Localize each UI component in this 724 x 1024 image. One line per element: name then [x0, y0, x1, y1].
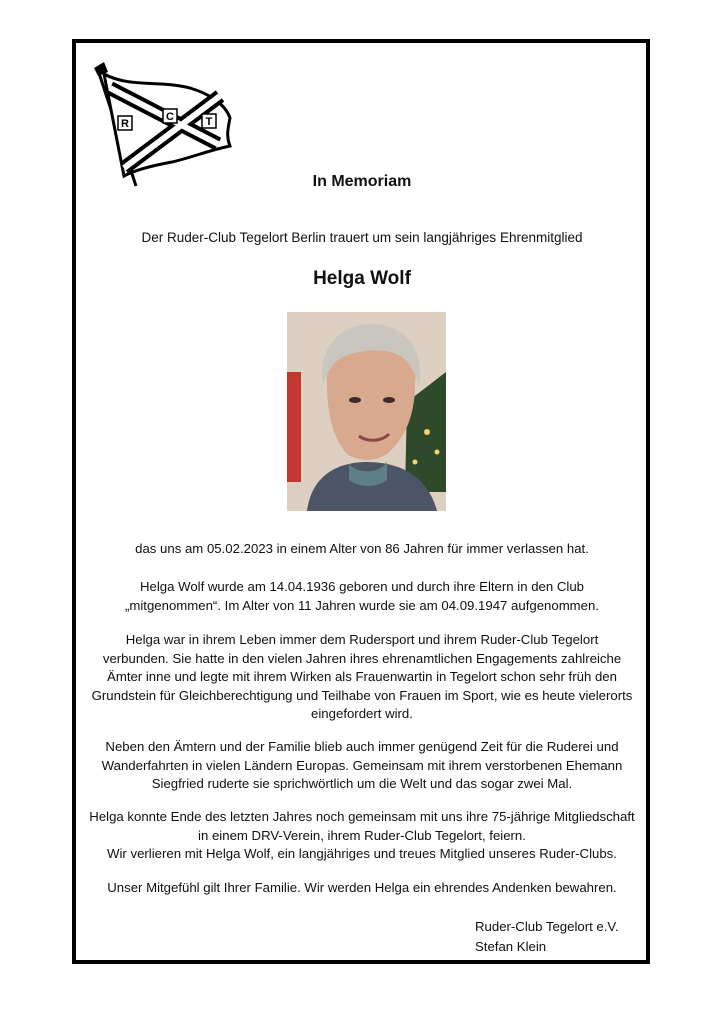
signature-organization: Ruder-Club Tegelort e.V. — [475, 919, 619, 934]
text-line: Helga war in ihrem Leben immer dem Rudersport und ihrem Ruder-Club Tegelort — [125, 632, 599, 647]
page-title: In Memoriam — [312, 173, 412, 190]
text-line: Grundstein für Gleichberechtigung und Teilhabe von Frauen im Sport, wie es heute vielerorts — [91, 687, 633, 703]
club-flag-logo — [90, 58, 240, 188]
text-line: Siegfried ruderte sie sprichwörtlich um die Welt und das sogar zwei Mal. — [151, 776, 573, 791]
paragraph-condolence — [80, 879, 644, 898]
text-line: Helga Wolf wurde am 14.04.1936 geboren und durch ihre Eltern in den Club — [139, 579, 584, 594]
intro-text: Der Ruder-Club Tegelort Berlin trauert um sein langjähriges Ehrenmitglied — [141, 230, 583, 245]
signature-block — [475, 917, 619, 957]
text-line: Unser Mitgefühl gilt Ihrer Familie. Wir werden Helga ein ehrendes Andenken bewahren. — [107, 880, 617, 895]
text-line: das uns am 05.02.2023 in einem Alter von 86 Jahren für immer verlassen hat. — [135, 541, 589, 556]
logo-letter-c: C — [166, 111, 174, 123]
logo-letter-r: R — [121, 118, 129, 130]
logo-letter-t: T — [205, 116, 213, 128]
paragraph-travels — [80, 738, 644, 794]
text-line: Wanderfahrten in vielen Ländern Europas. Gemeinsam mit ihrem verstorbenen Ehemann — [101, 757, 623, 773]
signature-person: Stefan Klein — [475, 939, 547, 954]
text-line: Helga konnte Ende des letzten Jahres noch gemeinsam mit uns ihre 75-jährige Mitgliedschaft — [89, 809, 635, 824]
paragraph-membership — [80, 808, 644, 864]
text-line: in einem DRV-Verein, ihrem Ruder-Club Tegelort, feiern. — [198, 827, 526, 843]
text-line: eingefordert wird. — [311, 706, 413, 721]
deceased-name: Helga Wolf — [313, 268, 411, 289]
paragraph-birth — [80, 578, 644, 615]
paragraph-engagement — [80, 631, 644, 724]
text-line: „mitgenommen“. Im Alter von 11 Jahren wurde sie am 04.09.1947 aufgenommen. — [124, 597, 600, 613]
paragraph-death-date — [80, 540, 644, 559]
portrait-photo — [287, 312, 446, 511]
text-line: Ämter inne und legte mit ihrem Wirken als Frauenwartin in Tegelort schon sehr früh den — [107, 669, 617, 684]
text-line: Neben den Ämtern und der Familie blieb auch immer genügend Zeit für die Ruderei und — [105, 739, 619, 754]
text-line: verbunden. Sie hatte in den vielen Jahren ihres ehrenamtlichen Engagements zahlreiche — [102, 650, 622, 666]
text-line: Wir verlieren mit Helga Wolf, ein langjähriges und treues Mitglied unseres Ruder-Clubs. — [107, 846, 617, 861]
